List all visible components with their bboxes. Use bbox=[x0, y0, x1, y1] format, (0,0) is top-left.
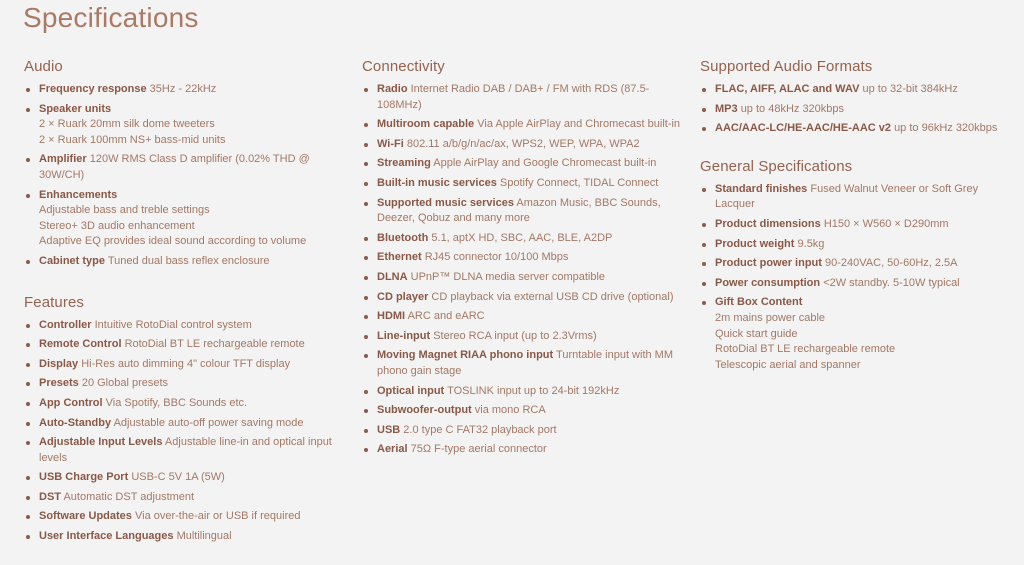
spec-value: 120W RMS Class D amplifier (0.02% THD @ 30W/CH) bbox=[39, 153, 310, 181]
spec-value: 35Hz - 22kHz bbox=[149, 83, 217, 95]
general-section bbox=[700, 158, 1020, 374]
spec-value: RJ45 connector 10/100 Mbps bbox=[424, 251, 569, 264]
spec-value: Via Spotify, BBC Sounds etc. bbox=[105, 396, 248, 409]
column-right bbox=[700, 58, 1020, 377]
spec-value: Stereo RCA input (up to 2.3Vrms) bbox=[433, 329, 597, 342]
spec-label: Streaming bbox=[377, 157, 431, 170]
spec-item bbox=[700, 256, 1020, 272]
spec-item bbox=[362, 384, 687, 400]
spec-label: Built-in music services bbox=[377, 176, 497, 189]
spec-value: Automatic DST adjustment bbox=[63, 490, 195, 503]
spec-label: Multiroom capable bbox=[377, 118, 475, 131]
spec-value: Amazon Music, BBC Sounds, Deezer, Qobuz and many more bbox=[377, 196, 661, 225]
spec-item bbox=[362, 329, 687, 345]
spec-value-line: Adjustable bass and treble settings bbox=[39, 204, 210, 217]
spec-value-line: Adaptive EQ provides ideal sound according to volume bbox=[39, 235, 307, 248]
spec-label: App Control bbox=[39, 396, 103, 409]
formats-list bbox=[700, 82, 1020, 137]
spec-value: 802.11 a/b/g/n/ac/ax, WPS2, WEP, WPA, WPA2 bbox=[406, 137, 640, 150]
spec-value: up to 96kHz 320kbps bbox=[894, 122, 998, 135]
spec-value: Via over-the-air or USB if required bbox=[134, 510, 301, 523]
spec-item bbox=[362, 270, 687, 286]
spec-label: Product power input bbox=[715, 257, 822, 270]
spec-value-line: Telescopic aerial and spanner bbox=[715, 358, 861, 371]
spec-label: Adjustable Input Levels bbox=[39, 436, 163, 449]
spec-item bbox=[24, 102, 344, 149]
spec-item bbox=[24, 376, 344, 392]
spec-item bbox=[362, 423, 687, 439]
spec-label: Optical input bbox=[377, 384, 445, 397]
spec-item bbox=[700, 182, 1020, 213]
spec-value: Intuitive RotoDial control system bbox=[94, 318, 252, 331]
spec-label: USB bbox=[377, 423, 401, 436]
general-heading: General Specifications bbox=[700, 157, 853, 175]
spec-value: RotoDial BT LE rechargeable remote bbox=[124, 338, 305, 351]
spec-label: Remote Control bbox=[39, 338, 122, 351]
spec-item bbox=[24, 152, 344, 183]
spec-value: TOSLINK input up to 24-bit 192kHz bbox=[447, 384, 620, 397]
spec-item bbox=[24, 396, 344, 412]
spec-label: Display bbox=[39, 357, 79, 370]
spec-label: AAC/AAC-LC/HE-AAC/HE-AAC v2 bbox=[715, 122, 891, 135]
spec-item bbox=[24, 416, 344, 432]
spec-value: Multilingual bbox=[176, 530, 232, 543]
spec-item bbox=[700, 295, 1020, 373]
spec-value: 2.0 type C FAT32 playback port bbox=[403, 423, 557, 436]
spec-label: DLNA bbox=[377, 270, 408, 283]
spec-value: 75Ω F-type aerial connector bbox=[410, 443, 547, 456]
formats-section bbox=[700, 58, 1020, 137]
spec-item bbox=[700, 82, 1020, 98]
spec-item bbox=[700, 102, 1020, 118]
formats-heading: Supported Audio Formats bbox=[700, 58, 873, 75]
spec-label: Power consumption bbox=[715, 276, 821, 289]
spec-value-line: RotoDial BT LE rechargeable remote bbox=[715, 343, 896, 356]
spec-item bbox=[24, 188, 344, 250]
audio-heading: Audio bbox=[24, 58, 63, 75]
spec-label: Frequency response bbox=[39, 83, 147, 95]
spec-value-line: Stereo+ 3D audio enhancement bbox=[39, 219, 195, 232]
spec-item bbox=[24, 337, 344, 353]
spec-label: CD player bbox=[377, 290, 429, 303]
spec-value: USB-C 5V 1A (5W) bbox=[131, 471, 225, 484]
spec-label: Ethernet bbox=[377, 251, 422, 264]
features-section bbox=[24, 294, 344, 545]
spec-item bbox=[24, 509, 344, 525]
spec-label: Line-input bbox=[377, 329, 431, 342]
spec-label: Radio bbox=[377, 83, 408, 95]
features-list bbox=[24, 318, 344, 545]
spec-value: 9.5kg bbox=[797, 237, 825, 250]
spec-value: UPnP™ DLNA media server compatible bbox=[410, 270, 606, 283]
spec-item bbox=[362, 309, 687, 325]
general-list bbox=[700, 182, 1020, 374]
spec-label: Supported music services bbox=[377, 196, 514, 209]
column-middle bbox=[362, 58, 687, 462]
spec-value: <2W standby. 5-10W typical bbox=[823, 276, 960, 289]
spec-item bbox=[362, 442, 687, 458]
spec-item bbox=[362, 231, 687, 247]
spec-item bbox=[24, 470, 344, 486]
spec-value: Tuned dual bass reflex enclosure bbox=[107, 254, 270, 267]
spec-label: Moving Magnet RIAA phono input bbox=[377, 349, 554, 362]
spec-value: Spotify Connect, TIDAL Connect bbox=[499, 176, 659, 189]
spec-item bbox=[24, 82, 344, 98]
spec-value: Turntable input with MM phono gain stage bbox=[377, 349, 674, 377]
audio-list bbox=[24, 82, 344, 270]
spec-item bbox=[700, 276, 1020, 292]
spec-value: Adjustable auto-off power saving mode bbox=[113, 416, 304, 429]
spec-item bbox=[700, 237, 1020, 253]
page-title: Specifications bbox=[23, 2, 199, 33]
spec-value: Fused Walnut Veneer or Soft Grey Lacquer bbox=[715, 182, 979, 211]
spec-label: Standard finishes bbox=[715, 182, 808, 195]
spec-label: User Interface Languages bbox=[39, 530, 174, 543]
connectivity-heading: Connectivity bbox=[362, 58, 445, 75]
spec-item bbox=[362, 250, 687, 266]
spec-item bbox=[24, 529, 344, 545]
spec-label: Gift Box Content bbox=[715, 296, 803, 309]
spec-item bbox=[362, 82, 687, 113]
spec-value: CD playback via external USB CD drive (optional) bbox=[431, 290, 674, 303]
spec-value: Internet Radio DAB / DAB+ / FM with RDS (87.5-108MHz) bbox=[377, 83, 650, 111]
spec-item bbox=[700, 217, 1020, 233]
spec-label: Product dimensions bbox=[715, 217, 821, 230]
spec-value: H150 × W560 × D290mm bbox=[823, 217, 949, 230]
spec-label: FLAC, AIFF, ALAC and WAV bbox=[715, 83, 860, 95]
spec-value: ARC and eARC bbox=[407, 310, 485, 323]
spec-label: Aerial bbox=[377, 443, 408, 456]
spec-value: Apple AirPlay and Google Chromecast built-in bbox=[433, 157, 657, 170]
spec-value: 20 Global presets bbox=[81, 377, 169, 390]
spec-label: Enhancements bbox=[39, 188, 118, 201]
spec-label: USB Charge Port bbox=[39, 471, 129, 484]
spec-label: Bluetooth bbox=[377, 231, 429, 244]
spec-item bbox=[700, 121, 1020, 137]
spec-value: via mono RCA bbox=[474, 404, 546, 417]
spec-label: Software Updates bbox=[39, 510, 132, 523]
spec-item bbox=[362, 196, 687, 227]
spec-item bbox=[362, 290, 687, 306]
spec-value: Hi-Res auto dimming 4" colour TFT display bbox=[81, 357, 291, 370]
spec-value: up to 48kHz 320kbps bbox=[740, 102, 845, 115]
spec-label: Product weight bbox=[715, 237, 795, 250]
audio-section bbox=[24, 58, 344, 270]
spec-value: 90-240VAC, 50-60Hz, 2.5A bbox=[825, 257, 958, 270]
spec-value: Via Apple AirPlay and Chromecast built-in bbox=[477, 118, 681, 131]
spec-item bbox=[362, 137, 687, 153]
spec-item bbox=[362, 117, 687, 133]
spec-label: Amplifier bbox=[39, 153, 87, 166]
connectivity-list bbox=[362, 82, 687, 458]
spec-value-line: 2m mains power cable bbox=[715, 311, 826, 324]
spec-item bbox=[362, 156, 687, 172]
spec-label: Wi-Fi bbox=[377, 137, 404, 150]
connectivity-section bbox=[362, 58, 687, 458]
spec-item bbox=[24, 254, 344, 270]
spec-label: MP3 bbox=[715, 102, 738, 115]
spec-item bbox=[24, 435, 344, 466]
spec-label: HDMI bbox=[377, 310, 406, 323]
spec-item bbox=[362, 403, 687, 419]
features-heading: Features bbox=[24, 293, 84, 311]
spec-item bbox=[362, 176, 687, 192]
spec-value-line: 2 × Ruark 20mm silk dome tweeters bbox=[39, 118, 215, 131]
spec-value-line: 2 × Ruark 100mm NS+ bass-mid units bbox=[39, 133, 226, 146]
spec-label: Auto-Standby bbox=[39, 416, 112, 429]
spec-label: Controller bbox=[39, 318, 92, 331]
spec-item bbox=[24, 318, 344, 334]
spec-value: up to 32-bit 384kHz bbox=[862, 83, 958, 95]
spec-label: Speaker units bbox=[39, 102, 112, 115]
spec-label: Presets bbox=[39, 377, 79, 390]
spec-item bbox=[24, 490, 344, 506]
spec-item bbox=[24, 357, 344, 373]
spec-label: DST bbox=[39, 490, 61, 503]
spec-item bbox=[362, 348, 687, 379]
column-left bbox=[24, 58, 344, 549]
spec-value: Adjustable line-in and optical input levels bbox=[39, 436, 332, 464]
spec-value-line: Quick start guide bbox=[715, 327, 798, 340]
spec-label: Cabinet type bbox=[39, 254, 106, 267]
spec-label: Subwoofer-output bbox=[377, 404, 472, 417]
spec-value: 5.1, aptX HD, SBC, AAC, BLE, A2DP bbox=[431, 231, 613, 244]
